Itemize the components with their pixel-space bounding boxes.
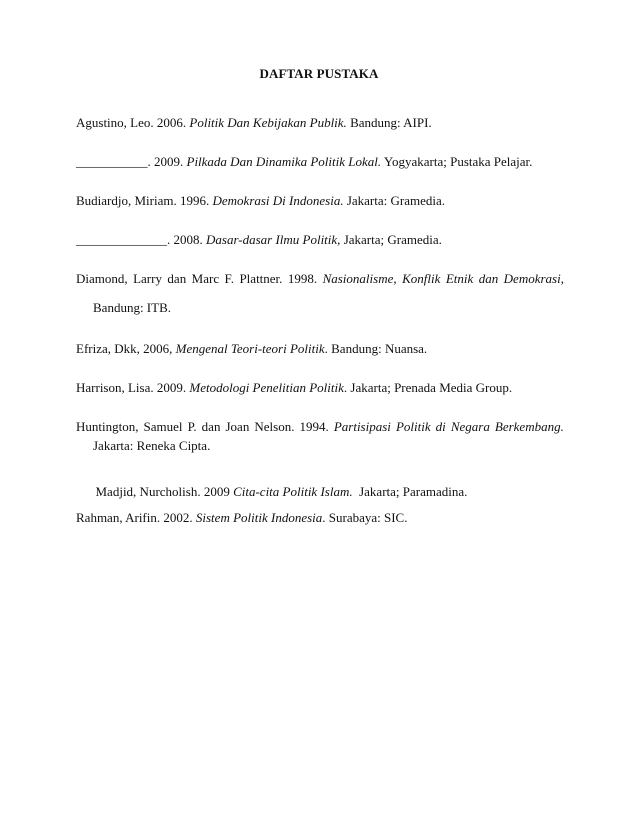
reference-author-year: Madjid, Nurcholish. 2009 <box>95 484 234 499</box>
reference-publisher: . Surabaya: SIC. <box>322 510 408 525</box>
reference-entry <box>76 381 564 394</box>
reference-author-year: ______________. 2008. <box>76 232 206 247</box>
reference-book-word: di <box>435 419 446 434</box>
reference-entry <box>76 511 564 524</box>
reference-book-word: Konflik <box>402 271 441 286</box>
reference-publisher: Yogyakarta; Pustaka Pelajar. <box>381 154 533 169</box>
reference-author-year: ___________. 2009. <box>76 154 187 169</box>
reference-book-word: Berkembang. <box>494 419 564 434</box>
reference-author-year: Agustino, Leo. 2006. <box>76 115 190 130</box>
reference-publisher: . Bandung: Nuansa. <box>324 341 428 356</box>
reference-word: Nelson. <box>254 419 295 434</box>
reference-entry <box>76 116 564 129</box>
reference-book-word: Politik <box>395 419 431 434</box>
reference-book-title: Dasar-dasar Ilmu Politik, <box>206 232 341 247</box>
reference-continuation: Bandung: ITB. <box>93 300 171 315</box>
reference-book-title: Pilkada Dan Dinamika Politik Lokal. <box>186 154 382 169</box>
reference-book-title: Cita-cita Politik Islam. <box>233 484 353 499</box>
reference-book-title: Metodologi Penelitian Politik <box>189 380 344 395</box>
reference-word: F. <box>224 271 234 286</box>
reference-continuation: Jakarta: Reneka Cipta. <box>93 438 211 453</box>
reference-word: Huntington, <box>76 419 139 434</box>
reference-word: dan <box>201 419 221 434</box>
reference-book-title: Sistem Politik Indonesia <box>195 510 323 525</box>
reference-book-word: Etnik <box>445 271 474 286</box>
reference-first-line <box>76 420 564 433</box>
reference-publisher: Bandung: AIPI. <box>346 115 432 130</box>
reference-book-word: Partisipasi <box>333 419 391 434</box>
reference-entry <box>76 420 564 452</box>
reference-book-word: Negara <box>450 419 490 434</box>
reference-author-year: Rahman, Arifin. 2002. <box>76 510 196 525</box>
reference-entry <box>76 342 564 355</box>
reference-book-title: Mengenal Teori-teori Politik <box>175 341 325 356</box>
reference-word: dan <box>167 271 187 286</box>
reference-entry <box>76 194 564 207</box>
reference-word: Plattner. <box>239 271 283 286</box>
reference-word: Diamond, <box>76 271 128 286</box>
reference-word: Larry <box>133 271 162 286</box>
reference-author-year: Efriza, Dkk, 2006, <box>76 341 176 356</box>
reference-publisher: . Jakarta; Prenada Media Group. <box>343 380 513 395</box>
page-title: DAFTAR PUSTAKA <box>259 66 379 81</box>
reference-entry <box>76 233 564 246</box>
reference-entry <box>76 272 564 314</box>
reference-book-word: Nasionalisme, <box>322 271 397 286</box>
reference-word: P. <box>187 419 197 434</box>
reference-publisher: Jakarta; Gramedia. <box>340 232 442 247</box>
reference-entry <box>76 472 564 511</box>
reference-author-year: Harrison, Lisa. 2009. <box>76 380 190 395</box>
reference-publisher: Jakarta; Paramadina. <box>352 484 468 499</box>
reference-word: Marc <box>191 271 220 286</box>
reference-word: Joan <box>225 419 250 434</box>
reference-first-line <box>76 272 564 285</box>
reference-word: Samuel <box>143 419 183 434</box>
reference-word: 1994. <box>299 419 329 434</box>
reference-book-title: Politik Dan Kebijakan Publik. <box>189 115 347 130</box>
reference-author-year: Budiardjo, Miriam. 1996. <box>76 193 213 208</box>
reference-book-title: Demokrasi Di Indonesia. <box>212 193 344 208</box>
reference-book-word: Demokrasi, <box>503 271 564 286</box>
reference-word: 1998. <box>287 271 318 286</box>
reference-entry <box>76 155 564 168</box>
reference-book-word: dan <box>478 271 499 286</box>
reference-publisher: Jakarta: Gramedia. <box>343 193 446 208</box>
